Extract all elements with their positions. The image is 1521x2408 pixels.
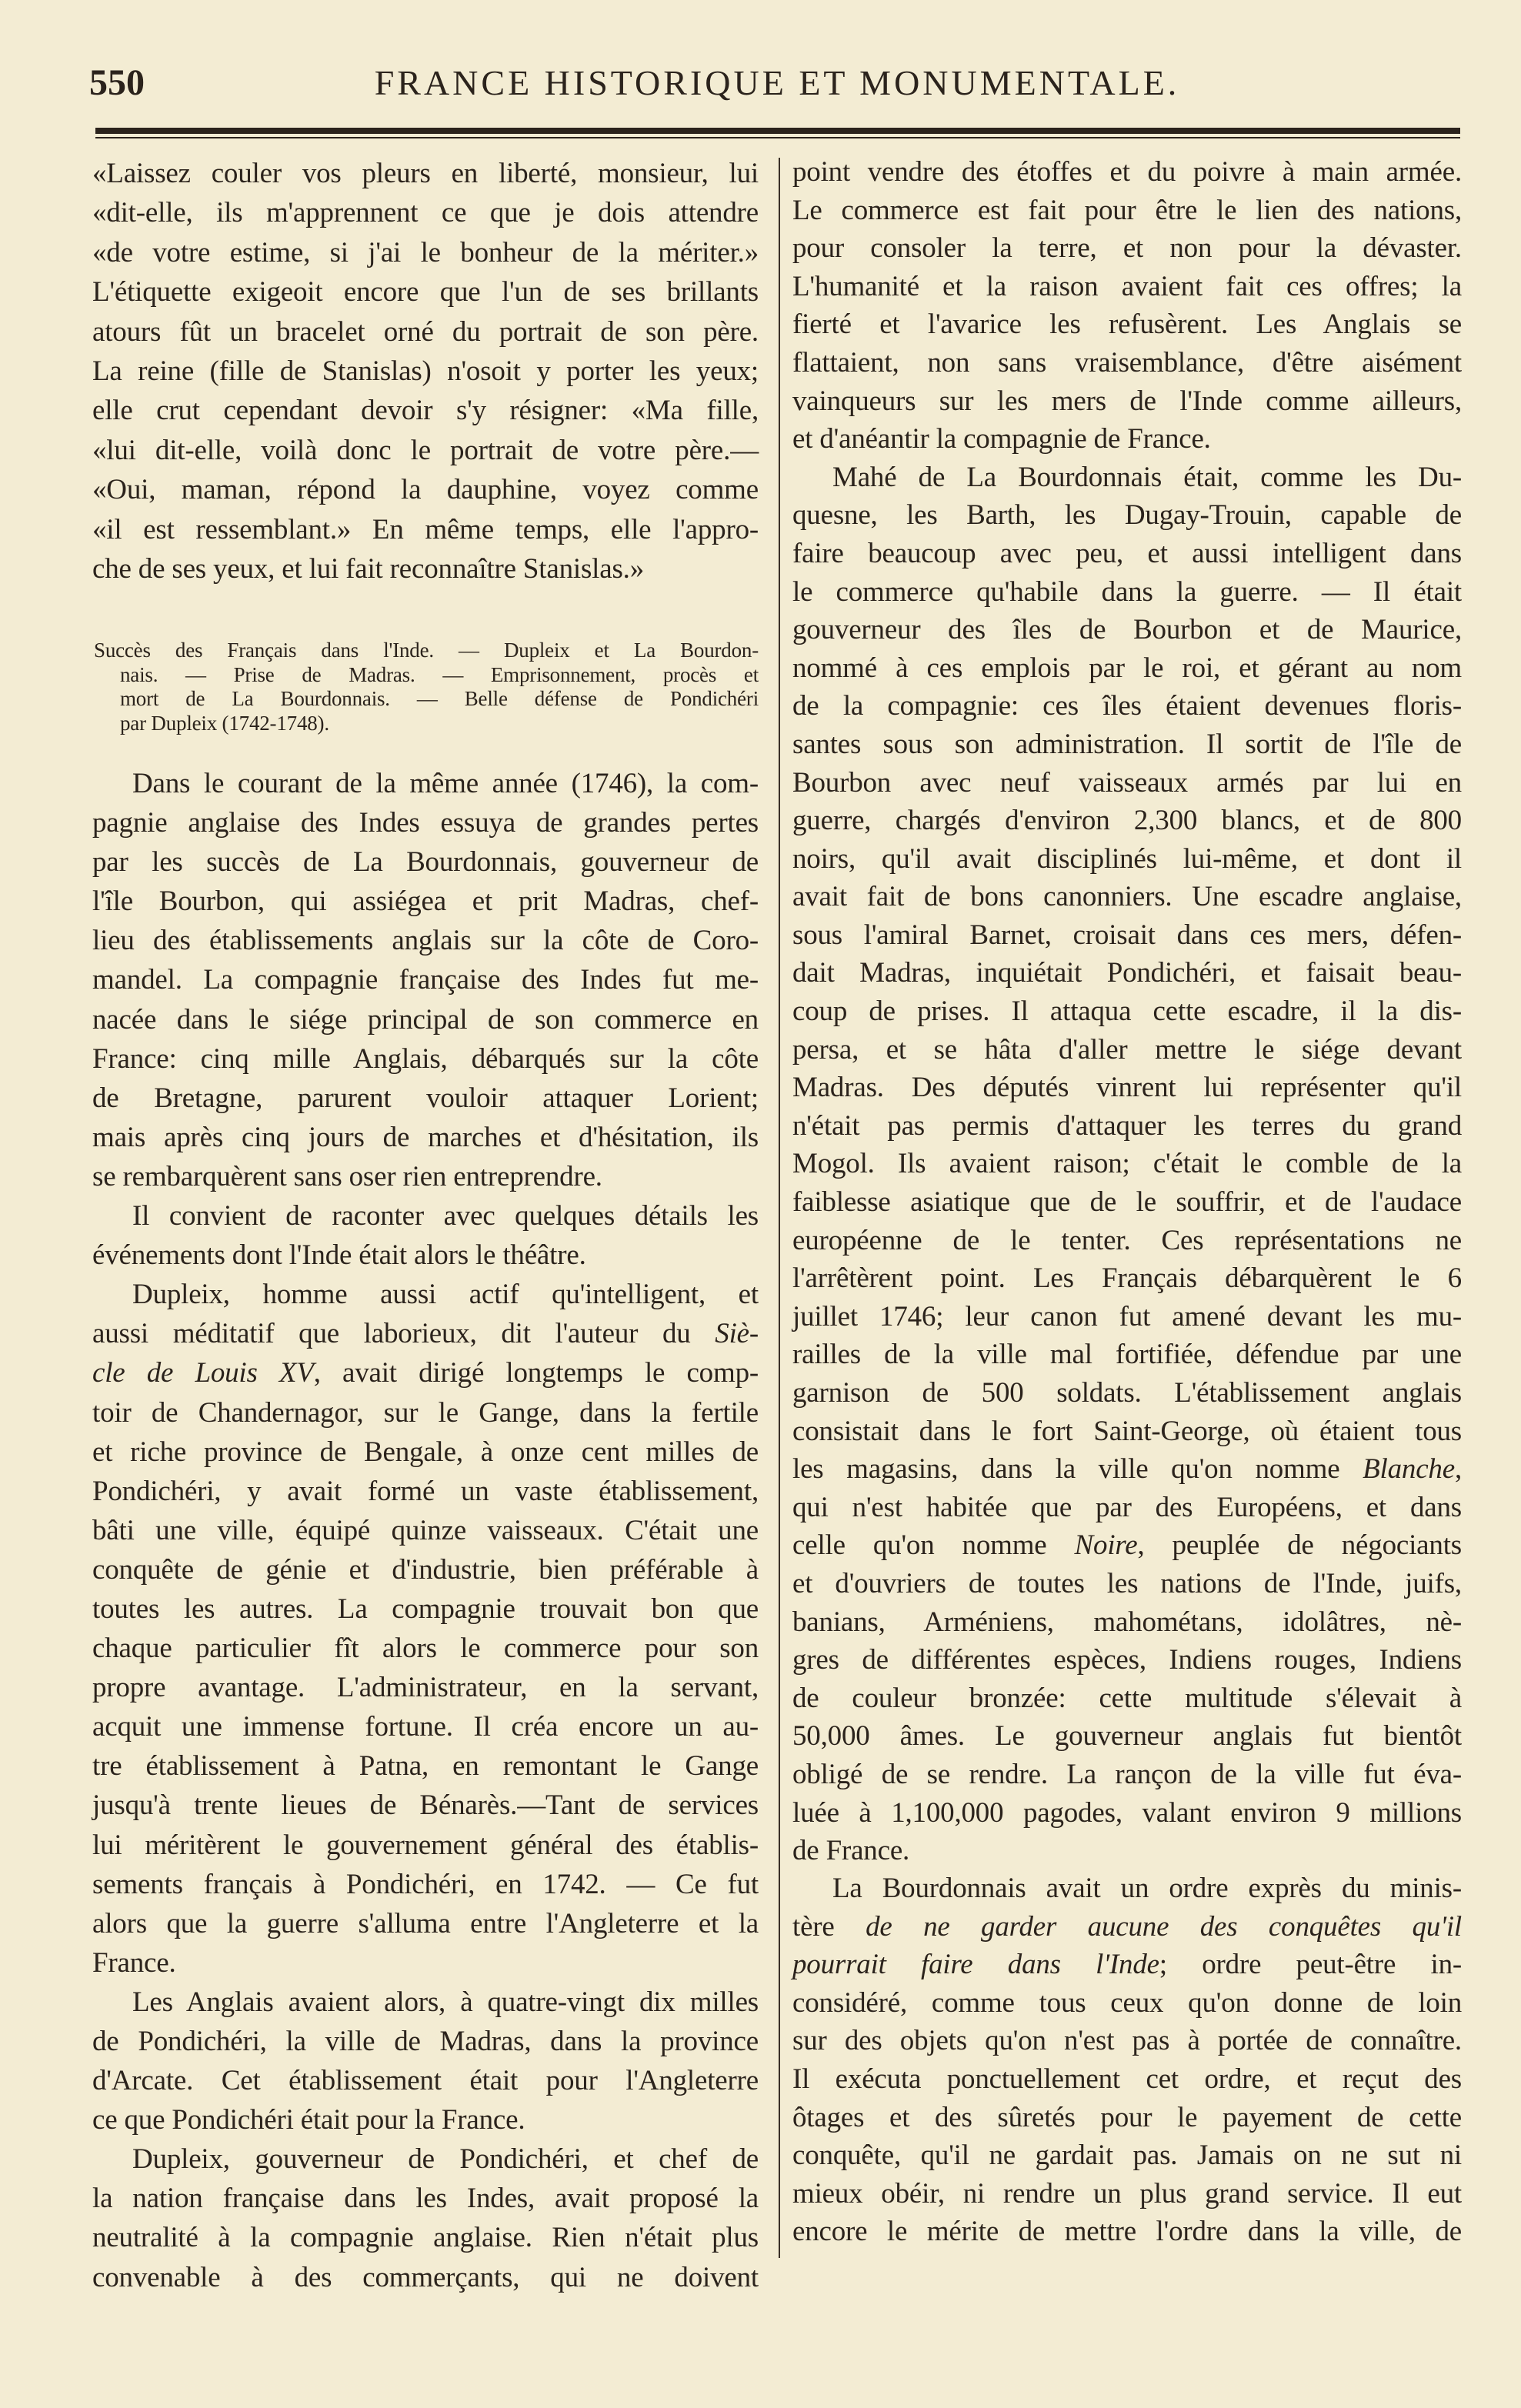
right-column-body xyxy=(792,153,1462,1870)
text-line: sur des objets qu'on n'est pas à portée de connaître. xyxy=(792,2025,1462,2057)
paragraph xyxy=(92,154,759,589)
text-line: l'île Bourbon, qui assiégea et prit Madras, chef- xyxy=(92,885,759,918)
text-line: «Laissez couler vos pleurs en liberté, monsieur, lui xyxy=(92,158,759,189)
text-line: gouverneur des îles de Bourbon et de Maurice, xyxy=(792,614,1462,646)
text-line: Bourbon avec neuf vaisseaux armés par lui en xyxy=(792,766,1462,799)
text-line: Pondichéri, y avait formé un vaste établissement, xyxy=(92,1475,759,1507)
text-line: garnison de 500 soldats. L'établissement anglais xyxy=(792,1377,1462,1409)
text-line: pour consoler la terre, et non pour la dévaster. xyxy=(792,232,1462,265)
text-line: Le commerce est fait pour être le lien des nations, xyxy=(792,194,1462,226)
text-line: jusqu'à trente lieues de Bénarès.—Tant de services xyxy=(92,1789,759,1822)
text-line: chaque particulier fît alors le commerce pour son xyxy=(92,1633,759,1665)
text-line: ôtages et des sûretés pour le payement de cette xyxy=(792,2101,1462,2133)
text-line xyxy=(792,1450,1462,1489)
text-line: consistait dans le fort Saint-George, où étaient tous xyxy=(792,1415,1462,1447)
text-line: nacée dans le siége principal de son commerce en xyxy=(92,1003,759,1036)
text-line xyxy=(792,1526,1462,1565)
text-line: vainqueurs sur les mers de l'Inde comme ailleurs, xyxy=(792,385,1462,417)
column-divider xyxy=(779,158,780,2258)
text-line: sous l'amiral Barnet, croisait dans ces mers, défen- xyxy=(792,919,1462,951)
text-line: «de votre estime, si j'ai le bonheur de la mériter.» xyxy=(92,236,759,268)
text-line: elle crut cependant devoir s'y résigner: «Ma fille, xyxy=(92,395,759,427)
text-run: ; ordre peut-être in- xyxy=(1159,1949,1462,1981)
text-line: L'humanité et la raison avaient fait ces offres; la xyxy=(792,270,1462,302)
text-line: toutes les autres. La compagnie trouvait bon que xyxy=(92,1593,759,1625)
header-rule-thin xyxy=(95,137,1460,138)
paragraph xyxy=(92,1275,759,1983)
paragraph xyxy=(792,153,1462,459)
text-line: de France. xyxy=(792,1835,910,1867)
text-run: aussi méditatif que laborieux, dit l'auteur du xyxy=(92,1318,715,1350)
text-line: lui méritèrent le gouvernement général des établis- xyxy=(92,1829,759,1861)
text-line: «lui dit-elle, voilà donc le portrait de votre père.— xyxy=(92,434,759,466)
text-line: «il est ressemblant.» En même temps, elle l'appro- xyxy=(92,513,759,545)
text-line: de couleur bronzée: cette multitude s'élevait à xyxy=(792,1682,1462,1714)
text-line: propre avantage. L'administrateur, en la servant, xyxy=(92,1672,759,1704)
header-rule-thick xyxy=(95,128,1460,134)
text-line: luée à 1,100,000 pagodes, valant environ 9 millions xyxy=(792,1796,1462,1829)
text-line xyxy=(92,1314,759,1353)
text-line: sements français à Pondichéri, en 1742. — Ce fut xyxy=(92,1868,759,1900)
paragraph xyxy=(92,764,759,1196)
paragraph xyxy=(792,459,1462,1870)
text-line: mieux obéir, ni rendre un plus grand service. Il eut xyxy=(792,2177,1462,2210)
text-line: faiblesse asiatique que de le souffrir, et de l'audace xyxy=(792,1186,1462,1219)
text-run: celle qu'on nomme xyxy=(792,1529,1075,1562)
text-line: événements dont l'Inde était alors le théâtre. xyxy=(92,1239,586,1272)
text-run: tère xyxy=(792,1910,866,1943)
text-line: mais après cinq jours de marches et d'hésitation, ils xyxy=(92,1121,759,1153)
text-line: Dupleix, gouverneur de Pondichéri, et chef de xyxy=(132,2143,759,2176)
text-line: 50,000 âmes. Le gouverneur anglais fut bientôt xyxy=(792,1720,1462,1753)
text-line: persa, et se hâta d'aller mettre le siége devant xyxy=(792,1033,1462,1066)
text-run: les magasins, dans la ville qu'on nomme xyxy=(792,1453,1363,1486)
text-line: toir de Chandernagor, sur le Gange, dans la fertile xyxy=(92,1396,759,1429)
text-line: mandel. La compagnie française des Indes fut me- xyxy=(92,964,759,996)
text-line: obligé de se rendre. La rançon de la ville fut éva- xyxy=(792,1758,1462,1790)
text-line: dait Madras, inquiétait Pondichéri, et faisait beau- xyxy=(792,957,1462,989)
paragraph xyxy=(92,1196,759,1275)
running-title: FRANCE HISTORIQUE ET MONUMENTALE. xyxy=(374,63,1180,102)
text-line: Dupleix, homme aussi actif qu'intelligent, et xyxy=(132,1279,759,1311)
paragraph xyxy=(792,1869,1462,2251)
text-line: la nation française dans les Indes, avait proposé la xyxy=(92,2183,759,2215)
text-line: neutralité à la compagnie anglaise. Rien n'était plus xyxy=(92,2222,759,2254)
text-line: noirs, qu'il avait disciplinés lui-même, et dont il xyxy=(792,842,1462,875)
text-line: et d'anéantir la compagnie de France. xyxy=(792,423,1211,455)
text-line: convenable à des commerçants, qui ne doivent xyxy=(92,2261,759,2293)
text-line: Dans le courant de la même année (1746), la com- xyxy=(132,768,759,799)
text-line: flattaient, non sans vraisemblance, d'être aisément xyxy=(792,346,1462,379)
heading-line: Succès des Français dans l'Inde. — Dupleix et La Bourdon- xyxy=(94,639,759,662)
text-line: coup de prises. Il attaqua cette escadre, il la dis- xyxy=(792,996,1462,1028)
paragraph xyxy=(92,1983,759,2140)
text-line: de Pondichéri, la ville de Madras, dans la province xyxy=(92,2026,759,2057)
text-line: par les succès de La Bourdonnais, gouverneur de xyxy=(92,846,759,879)
text-line: se rembarquèrent sans oser rien entreprendre. xyxy=(92,1160,602,1192)
italic-text: cle de Louis XV xyxy=(92,1357,314,1389)
text-line: faire beaucoup avec peu, et aussi intelligent dans xyxy=(792,537,1462,569)
heading-line: nais. — Prise de Madras. — Emprisonnement, procès et xyxy=(120,662,759,686)
page-number: 550 xyxy=(89,62,145,103)
text-line: conquête de génie et d'industrie, bien préférable à xyxy=(92,1553,759,1586)
italic-text: Noire xyxy=(1074,1529,1138,1562)
left-column-body xyxy=(92,764,759,2297)
text-line: gres de différentes espèces, Indiens rouges, Indiens xyxy=(792,1644,1462,1676)
text-line: conquête, qu'il ne gardait pas. Jamais on ne sut ni xyxy=(792,2140,1462,2172)
text-line: qui n'est habitée que par des Européens, et dans xyxy=(792,1491,1462,1523)
text-line: «Oui, maman, répond la dauphine, voyez comme xyxy=(92,474,759,506)
text-line: banians, Arméniens, mahométans, idolâtres, nè- xyxy=(792,1606,1462,1638)
text-line: n'était pas permis d'attaquer les terres du grand xyxy=(792,1109,1462,1142)
text-line: Madras. Des députés vinrent lui représenter qu'il xyxy=(792,1072,1462,1104)
text-line: santes sous son administration. Il sortit de l'île de xyxy=(792,728,1462,760)
section-heading xyxy=(94,639,759,735)
text-line: le commerce qu'habile dans la guerre. — Il était xyxy=(792,575,1462,608)
text-line xyxy=(92,1353,759,1392)
text-line: France: cinq mille Anglais, débarqués sur la côte xyxy=(92,1042,759,1075)
text-line: guerre, chargés d'environ 2,300 blancs, et de 800 xyxy=(792,805,1462,837)
italic-text: Siè- xyxy=(715,1318,759,1350)
text-line: Les Anglais avaient alors, à quatre-vingt dix milles xyxy=(132,1986,759,2018)
text-line: «dit-elle, ils m'apprennent ce que je dois attendre xyxy=(92,197,759,229)
text-line: pagnie anglaise des Indes essuya de grandes pertes xyxy=(92,807,759,839)
italic-text: pourrait faire dans l'Inde xyxy=(792,1949,1159,1981)
text-line: railles de la ville mal fortifiée, défendue par une xyxy=(792,1339,1462,1371)
text-line: considéré, comme tous ceux qu'on donne de loin xyxy=(792,1986,1462,2019)
text-line: France. xyxy=(92,1946,176,1979)
text-line: d'Arcate. Cet établissement était pour l'Angleterre xyxy=(92,2065,759,2097)
heading-line: par Dupleix (1742-1748). xyxy=(120,711,329,735)
text-line: La Bourdonnais avait un ordre exprès du minis- xyxy=(832,1873,1462,1904)
text-line: L'étiquette exigeoit encore que l'un de ses brillants xyxy=(92,276,759,309)
text-line: et riche province de Bengale, à onze cent milles de xyxy=(92,1436,759,1468)
text-run: , xyxy=(1454,1453,1462,1486)
text-line: ce que Pondichéri était pour la France. xyxy=(92,2104,525,2136)
text-line: avait fait de bons canonniers. Une escadre anglaise, xyxy=(792,881,1462,913)
italic-text: Blanche xyxy=(1363,1453,1455,1486)
text-line: de la compagnie: ces îles étaient devenues floris- xyxy=(792,690,1462,722)
text-line: La reine (fille de Stanislas) n'osoit y porter les yeux; xyxy=(92,355,759,388)
text-line: fierté et l'avarice les refusèrent. Les Anglais se xyxy=(792,309,1462,341)
text-line: atours fût un bracelet orné du portrait de son père. xyxy=(92,315,759,348)
text-line: tre établissement à Patna, en remontant le Gange xyxy=(92,1750,759,1783)
text-line: acquit une immense fortune. Il créa encore un au- xyxy=(92,1711,759,1743)
text-line: quesne, les Barth, les Dugay-Trouin, capable de xyxy=(792,499,1462,532)
text-line: Il exécuta ponctuellement cet ordre, et reçut des xyxy=(792,2063,1462,2095)
text-run: , peuplée de négociants xyxy=(1137,1529,1462,1562)
text-line: de Bretagne, parurent vouloir attaquer Lorient; xyxy=(92,1082,759,1114)
text-line xyxy=(792,1908,1462,1946)
right-column-final-paragraph xyxy=(792,1869,1462,2251)
paragraph xyxy=(92,2140,759,2296)
heading-line: mort de La Bourdonnais. — Belle défense de Pondichéri xyxy=(120,687,759,710)
text-line: et d'ouvriers de toutes les nations de l'Inde, juifs, xyxy=(792,1567,1462,1599)
text-line: Mogol. Ils avaient raison; c'était le comble de la xyxy=(792,1148,1462,1180)
text-line: bâti une ville, équipé quinze vaisseaux. C'était une xyxy=(92,1514,759,1546)
text-line: Il convient de raconter avec quelques détails les xyxy=(132,1200,759,1232)
text-line: encore le mérite de mettre l'ordre dans la ville, de xyxy=(792,2216,1462,2248)
text-line: point vendre des étoffes et du poivre à main armée. xyxy=(792,156,1462,188)
text-line xyxy=(792,1946,1462,1984)
text-line: alors que la guerre s'alluma entre l'Angleterre et la xyxy=(92,1907,759,1939)
text-line: che de ses yeux, et lui fait reconnaître Stanislas.» xyxy=(92,553,645,585)
text-line: l'arrêtèrent point. Les Français débarquèrent le 6 xyxy=(792,1262,1462,1295)
text-run: , avait dirigé longtemps le comp- xyxy=(313,1357,759,1389)
left-column-opening-text xyxy=(92,154,759,589)
italic-text: de ne garder aucune des conquêtes qu'il xyxy=(866,1910,1462,1943)
text-line: nommé à ces emplois par le roi, et gérant au nom xyxy=(792,652,1462,684)
text-line: lieu des établissements anglais sur la côte de Coro- xyxy=(92,925,759,957)
text-line: juillet 1746; leur canon fut amené devant les mu- xyxy=(792,1300,1462,1332)
text-line: Mahé de La Bourdonnais était, comme les Du- xyxy=(832,461,1462,493)
text-line: européenne de le tenter. Ces représentations ne xyxy=(792,1224,1462,1256)
